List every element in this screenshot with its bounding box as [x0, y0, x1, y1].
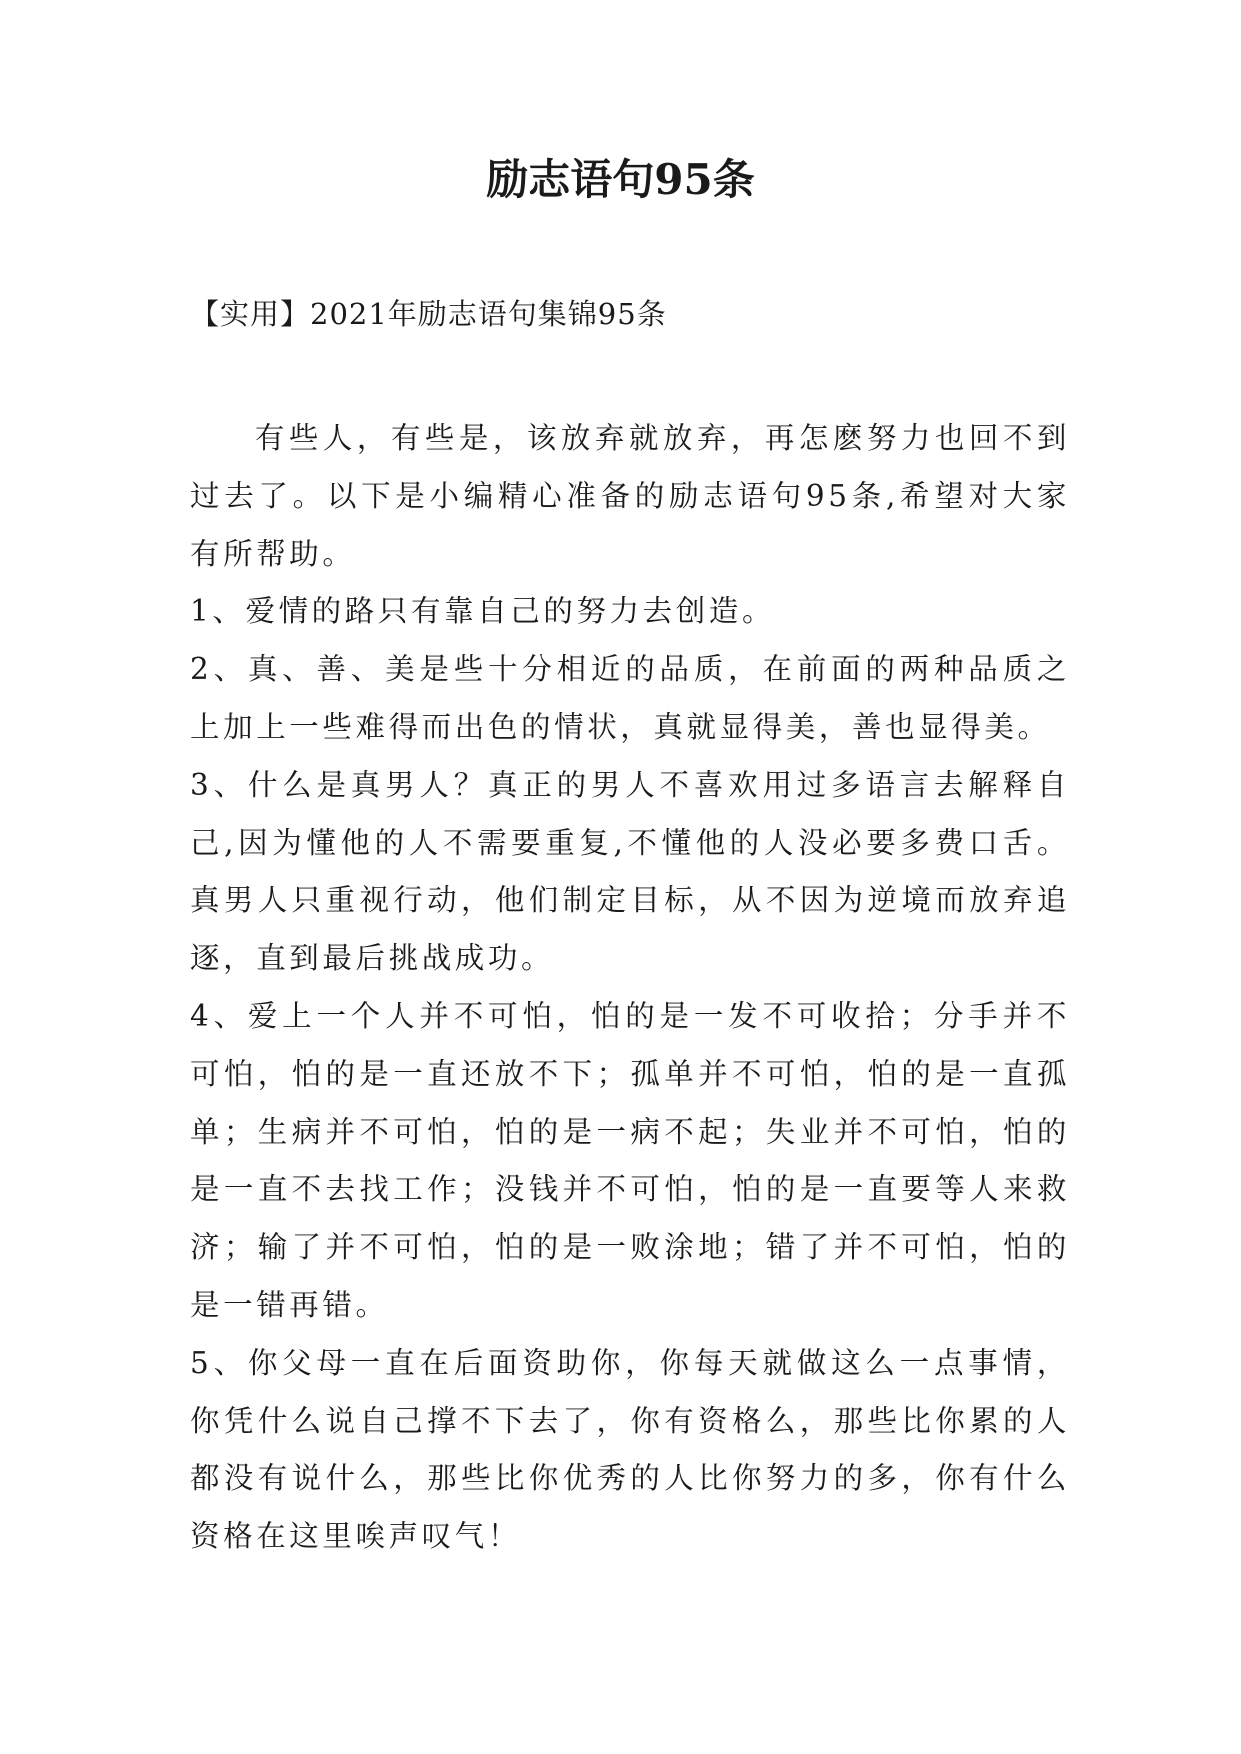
list-item: 1、爱情的路只有靠自己的努力去创造。: [190, 594, 776, 629]
document-body: [190, 410, 1070, 1566]
list-item: 2、真、善、美是些十分相近的品质，在前面的两种品质之上加上一些难得而出色的情状，真就显得美，善也显得美。: [190, 652, 1070, 744]
page-title: 励志语句95条: [486, 155, 755, 204]
intro-paragraph: 有些人，有些是，该放弃就放弃，再怎麽努力也回不到过去了。以下是小编精心准备的励志语句95条,希望对大家有所帮助。: [190, 421, 1070, 571]
document-subtitle: 【实用】2021年励志语句集锦95条: [190, 297, 667, 331]
list-item: 3、什么是真男人？真正的男人不喜欢用过多语言去解释自己,因为懂他的人不需要重复,不懂他的人没必要多费口舌。真男人只重视行动，他们制定目标，从不因为逆境而放弃追逐，直到最后挑战成功。: [190, 767, 1070, 976]
list-item: 5、你父母一直在后面资助你，你每天就做这么一点事情，你凭什么说自己撑不下去了，你有资格么，那些比你累的人都没有说什么，那些比你优秀的人比你努力的多，你有什么资格在这里唉声叹气！: [190, 1345, 1070, 1554]
list-item: 4、爱上一个人并不可怕，怕的是一发不可收拾；分手并不可怕，怕的是一直还放不下；孤单并不可怕，怕的是一直孤单；生病并不可怕，怕的是一病不起；失业并不可怕，怕的是一直不去找工作；没钱并不可怕，怕的是一直要等人来救济；输了并不可怕，怕的是一败涂地；错了并不可怕，怕的是一错再错。: [190, 998, 1070, 1322]
